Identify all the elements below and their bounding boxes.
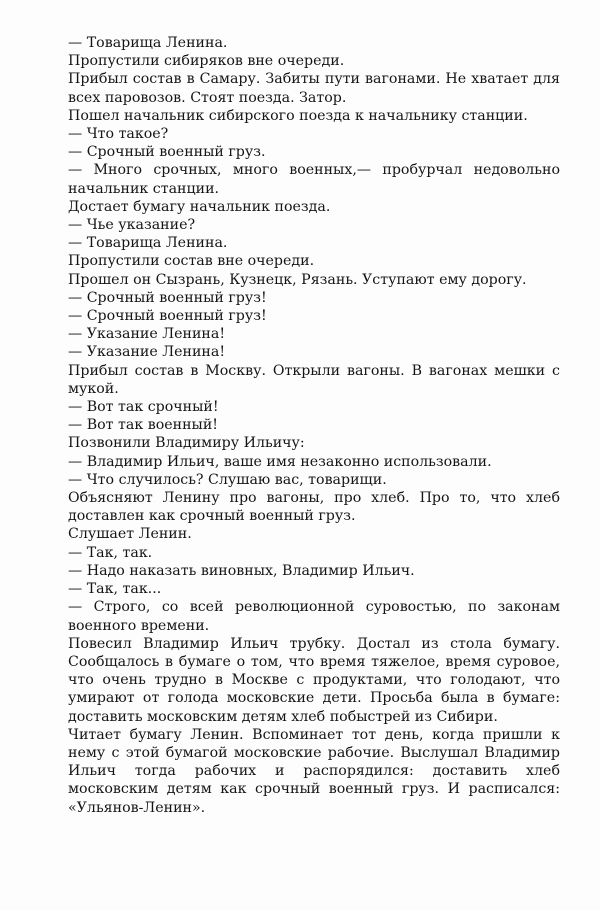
paragraph: — Что случилось? Слушаю вас, товарищи. [68, 471, 387, 488]
paragraph: — Вот так срочный! [68, 399, 219, 416]
paragraph: — Что такое? [68, 126, 169, 143]
paragraph: — Указание Ленина! [68, 326, 226, 343]
paragraph: Слушает Ленин. [68, 526, 192, 543]
paragraph: Прибыл состав в Москву. Открыли вагоны. В вагонах мешки с мукой. [68, 362, 560, 397]
paragraph: Пошел начальник сибирского поезда к начальнику станции. [68, 107, 528, 124]
paragraph: — Срочный военный груз! [68, 308, 267, 325]
paragraph: Объясняют Ленину про вагоны, про хлеб. Про то, что хлеб доставлен как срочный военный груз. [68, 490, 560, 525]
paragraph: — Чье указание? [68, 217, 196, 234]
paragraph: Прошел он Сызрань, Кузнецк, Рязань. Уступают ему дорогу. [68, 271, 527, 288]
paragraph: — Товарища Ленина. [68, 35, 228, 51]
paragraph: — Строго, со всей революционной суровостью, по законам военного времени. [68, 599, 560, 634]
paragraph: Повесил Владимир Ильич трубку. Достал из стола бумагу. Сообщалось в бумаге о том, что время тяжелое, время суровое, что очень трудно в Москве с продуктами, что голодают, что умирают от голода московские дети. Просьба была в бумаге: доставить московским детям хлеб побыстрей из Сибири. [68, 635, 560, 725]
paragraph: Пропустили сибиряков вне очереди. [68, 53, 345, 70]
paragraph: — Много срочных, много военных,— пробурчал недовольно начальник станции. [68, 162, 560, 197]
paragraph: — Вот так военный! [68, 417, 218, 434]
paragraph: — Так, так... [68, 581, 162, 598]
page-text [68, 34, 560, 817]
paragraph: — Товарища Ленина. [68, 235, 228, 252]
paragraph: Прибыл состав в Самару. Забиты пути вагонами. Не хватает для всех паровозов. Стоят поезда. Затор. [68, 71, 560, 106]
paragraph: — Указание Ленина! [68, 344, 226, 361]
paragraph: Пропустили состав вне очереди. [68, 253, 315, 270]
paragraph: Достает бумагу начальник поезда. [68, 198, 331, 215]
paragraph: — Надо наказать виновных, Владимир Ильич. [68, 562, 415, 579]
paragraph: — Срочный военный груз! [68, 289, 267, 306]
paragraph: — Срочный военный груз. [68, 144, 266, 161]
paragraph: Позвонили Владимиру Ильичу: [68, 435, 305, 452]
paragraph: — Владимир Ильич, ваше имя незаконно использовали. [68, 453, 492, 470]
paragraph: Читает бумагу Ленин. Вспоминает тот день, когда пришли к нему с этой бумагой московские рабочие. Выслушал Владимир Ильич тогда рабочих и распорядился: доставить хлеб московским детям как срочный военный груз. И расписался: «Ульянов-Ленин». [68, 726, 560, 816]
paragraph: — Так, так. [68, 544, 153, 561]
